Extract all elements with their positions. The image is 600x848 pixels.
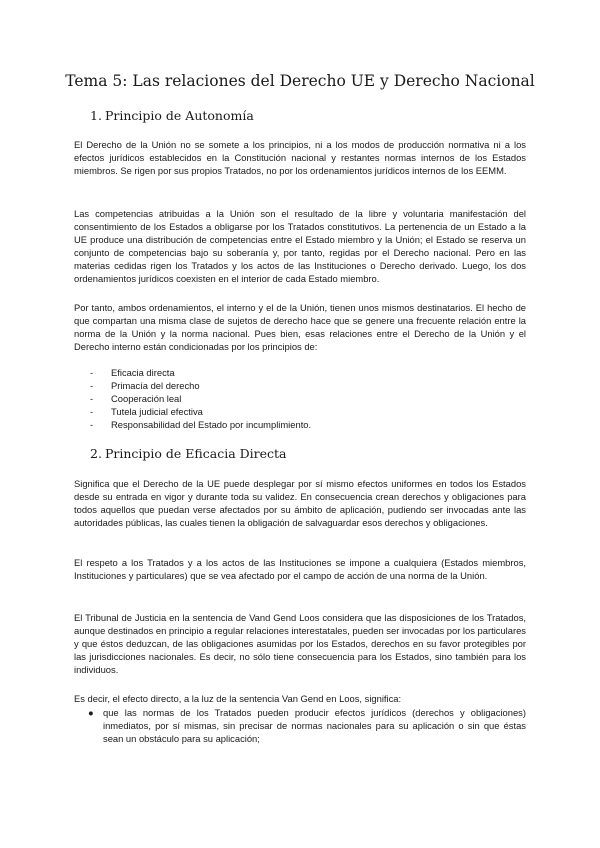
section-2-paragraph-2: El respeto a los Tratados y a los actos de las Instituciones se impone a cualquiera (Estados miembros, Instituciones y particulares) que se vea afectado por el campo de acción de una norma de la Unión. [74, 557, 526, 582]
dash-marker: - [90, 393, 94, 405]
dash-marker: - [90, 406, 94, 418]
section-2-title: Principio de Eficacia Directa [105, 446, 287, 461]
list-item-text: Primacía del derecho [111, 380, 200, 392]
list-item [86, 392, 311, 405]
bullet-marker: ● [88, 707, 94, 718]
list-item [86, 706, 526, 745]
principles-list [86, 366, 311, 431]
section-2-paragraph-4: Es decir, el efecto directo, a la luz de la sentencia Van Gend en Loos, significa: [74, 693, 402, 704]
list-item [86, 405, 311, 418]
effects-list [86, 706, 526, 745]
section-1-number: 1. [90, 108, 102, 123]
list-item [86, 366, 311, 379]
list-item-text: Responsabilidad del Estado por incumplimiento. [111, 419, 312, 431]
section-2-paragraph-1: Significa que el Derecho de la UE puede desplegar por sí mismo efectos uniformes en todos los Estados desde su entrada en vigor y durante toda su validez. En consecuencia crean derechos y obligaciones para todos aquellos que puedan verse afectados por su ámbito de aplicación, pudiendo ser invocadas ante las autoridades públicas, las cuales tienen la obligación de salvaguardar esos derechos y obligaciones. [74, 478, 526, 529]
list-item-text: Eficacia directa [111, 367, 175, 378]
section-2-paragraph-3: El Tribunal de Justicia en la sentencia de Vand Gend Loos considera que las disposiciones de los Tratados, aunque destinados en principio a regular relaciones interestatales, pueden ser invocadas por los particulares y que éstos deduzcan, de las obligaciones asumidas por los Estados, derechos en su favor protegibles por las jurisdicciones nacionales. Es decir, no sólo tiene consecuencia para los Estados, sino también para los individuos. [74, 612, 526, 676]
section-1-paragraph-1: El Derecho de la Unión no se somete a los principios, ni a los modos de producción normativa ni a los efectos jurídicos establecidos en la Constitución nacional y restantes normas internos de los Estados miembros. Se rigen por sus propios Tratados, no por los ordenamientos jurídicos internos de los EEMM. [74, 139, 526, 177]
list-item-text: que las normas de los Tratados pueden producir efectos jurídicos (derechos y obligaciones) inmediatos, por sí mismas, sin precisar de normas nacionales para su aplicación o sin que éstas sean un obstáculo para su aplicación; [103, 707, 526, 745]
section-1-heading [90, 108, 254, 123]
section-2-number: 2. [90, 446, 102, 461]
section-1-title: Principio de Autonomía [105, 108, 254, 123]
list-item [86, 379, 311, 392]
dash-marker: - [90, 367, 94, 378]
section-1-paragraph-3: Por tanto, ambos ordenamientos, el interno y el de la Unión, tienen unos mismos destinatarios. El hecho de que compartan una misma clase de sujetos de derecho hace que se genere una frecuente relación entre la norma de la Unión y la norma nacional. Pues bien, esas relaciones entre el Derecho de la Unión y el Derecho interno están condicionadas por los principios de: [74, 302, 526, 353]
section-2-heading [90, 446, 287, 461]
document-title: Tema 5: Las relaciones del Derecho UE y Derecho Nacional [65, 72, 535, 90]
dash-marker: - [90, 380, 94, 392]
section-1-paragraph-2: Las competencias atribuidas a la Unión son el resultado de la libre y voluntaria manifestación del consentimiento de los Estados a obligarse por los Tratados constitutivos. La pertenencia de un Estado a la UE produce una distribución de competencias entre el Estado miembro y la Unión; el Estado se reserva un conjunto de competencias bajo su soberanía y, por tanto, regidas por el Derecho nacional. Pero en las materias cedidas rigen los Tratados y los actos de las Instituciones o Derecho derivado. Luego, los dos ordenamientos jurídicos coexisten en el interior de cada Estado miembro. [74, 208, 526, 285]
dash-marker: - [90, 419, 94, 431]
list-item-text: Cooperación leal [111, 393, 182, 405]
list-item-text: Tutela judicial efectiva [111, 406, 203, 418]
list-item [86, 418, 311, 431]
